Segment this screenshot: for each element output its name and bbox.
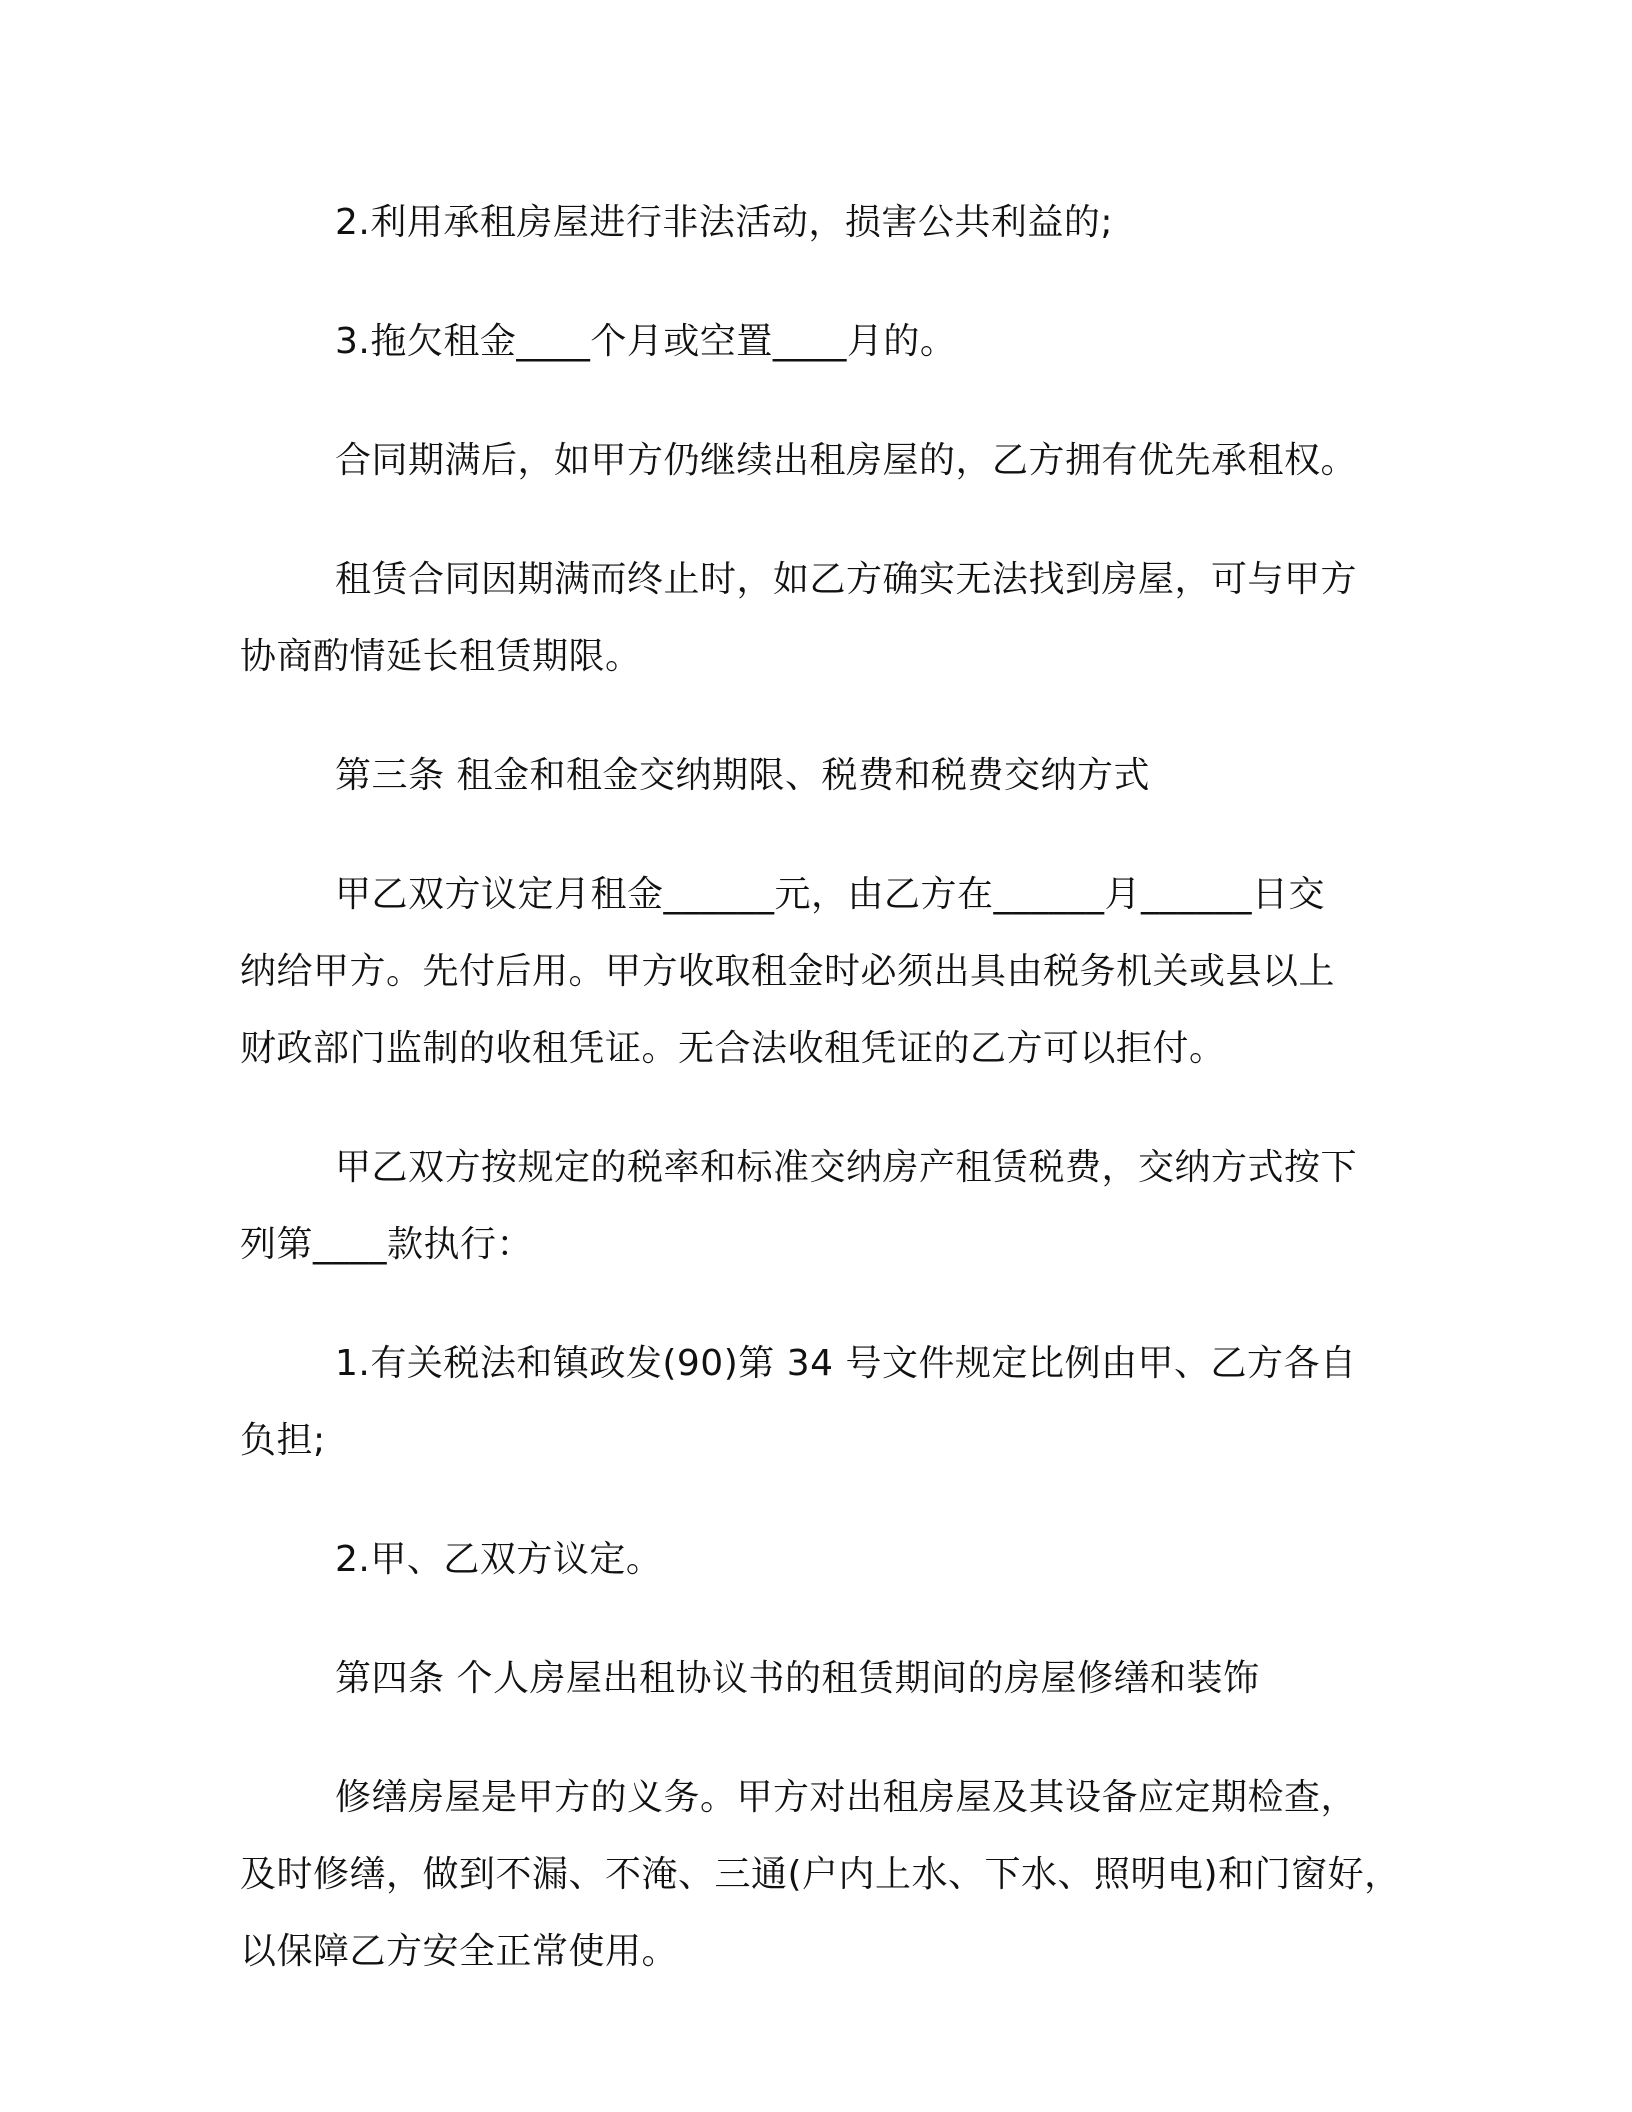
text-line: 财政部门监制的收租凭证。无合法收租凭证的乙方可以拒付。 (240, 1028, 1226, 1069)
text-line: 甲乙双方按规定的税率和标准交纳房产租赁税费，交纳方式按下 (335, 1147, 1358, 1188)
paragraph-8 (240, 1325, 1415, 1479)
text-line: 纳给甲方。先付后用。甲方收取租金时必须出具由税务机关或县以上 (240, 951, 1336, 992)
text-line: 3.拖欠租金____个月或空置____月的。 (335, 321, 957, 362)
text-line: 2.甲、乙双方议定。 (335, 1539, 663, 1580)
text-line: 甲乙双方议定月租金______元，由乙方在______月______日交 (335, 874, 1326, 915)
paragraph-9 (240, 1521, 1415, 1598)
text-line: 租赁合同因期满而终止时，如乙方确实无法找到房屋，可与甲方 (335, 559, 1358, 600)
section-heading-article-4 (240, 1640, 1415, 1717)
text-line: 以保障乙方安全正常使用。 (240, 1931, 679, 1972)
text-line: 协商酌情延长租赁期限。 (240, 636, 642, 677)
text-line: 修缮房屋是甲方的义务。甲方对出租房屋及其设备应定期检查， (335, 1777, 1358, 1818)
text-line: 及时修缮，做到不漏、不淹、三通(户内上水、下水、照明电)和门窗好， (240, 1854, 1401, 1895)
text-line: 2.利用承租房屋进行非法活动，损害公共利益的; (335, 202, 1113, 243)
text-line: 合同期满后，如甲方仍继续出租房屋的，乙方拥有优先承租权。 (335, 440, 1358, 481)
text-line: 列第____款执行： (240, 1224, 534, 1265)
text-line: 第三条 租金和租金交纳期限、税费和税费交纳方式 (335, 755, 1150, 796)
paragraph-2 (240, 303, 1415, 380)
paragraph-11 (240, 1759, 1415, 1990)
paragraph-7 (240, 1129, 1415, 1283)
paragraph-4 (240, 541, 1415, 695)
text-line: 第四条 个人房屋出租协议书的租赁期间的房屋修缮和装饰 (335, 1658, 1260, 1699)
paragraph-3 (240, 422, 1415, 499)
document-body (240, 184, 1415, 2032)
paragraph-6 (240, 856, 1415, 1087)
text-line: 1.有关税法和镇政发(90)第 34 号文件规定比例由甲、乙方各自 (335, 1343, 1357, 1384)
text-line: 负担; (240, 1420, 326, 1461)
paragraph-1 (240, 184, 1415, 261)
section-heading-article-3 (240, 737, 1415, 814)
